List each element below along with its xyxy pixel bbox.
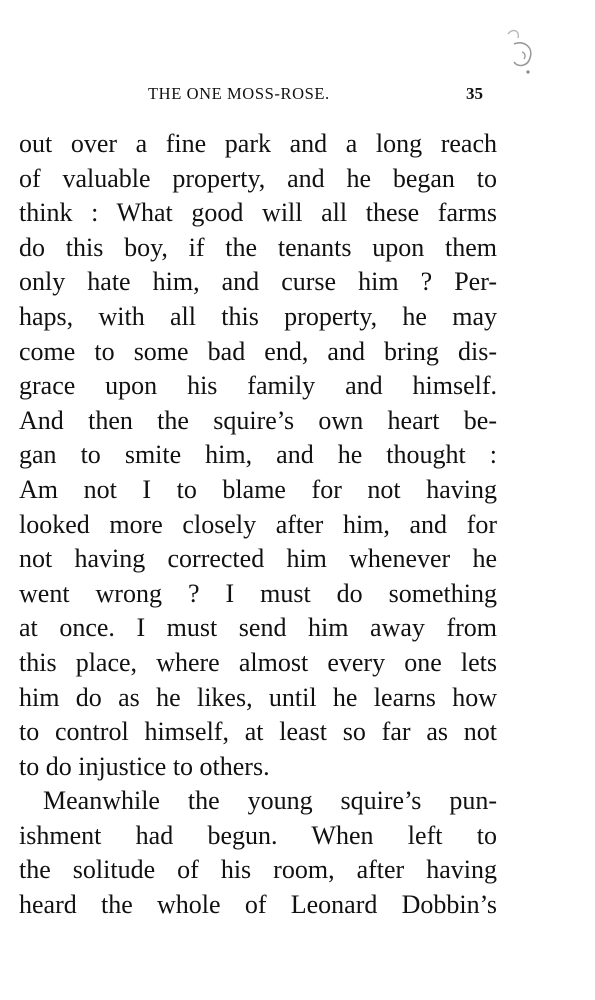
text-line: Am not I to blame for not having	[19, 474, 497, 504]
text-line: not having corrected him whenever he	[19, 544, 497, 574]
text-line: him do as he likes, until he learns how	[19, 682, 497, 712]
text-line: gan to smite him, and he thought :	[19, 440, 497, 470]
running-head	[0, 84, 595, 106]
paragraph-last-line: to do injustice to others.	[19, 751, 270, 781]
text-line: this place, where almost every one lets	[19, 647, 497, 677]
text-line: at once. I must send him away from	[19, 613, 497, 643]
text-line: of valuable property, and he began to	[19, 163, 497, 193]
text-line: only hate him, and curse him ? Per-	[19, 267, 497, 297]
text-line: do this boy, if the tenants upon them	[19, 232, 497, 262]
text-line: looked more closely after him, and for	[19, 509, 497, 539]
text-line: the solitude of his room, after having	[19, 855, 497, 885]
page-number: 35	[466, 84, 483, 103]
running-title: THE ONE MOSS-ROSE.	[148, 84, 330, 103]
text-line: And then the squire’s own heart be-	[19, 405, 497, 435]
paragraph-first-line: Meanwhile the young squire’s pun-	[43, 786, 497, 816]
text-line: grace upon his family and himself.	[19, 371, 497, 401]
text-line: to control himself, at least so far as not	[19, 717, 497, 747]
body-text	[19, 127, 497, 923]
text-line: went wrong ? I must do something	[19, 578, 497, 608]
text-line: come to some bad end, and bring dis-	[19, 336, 497, 366]
text-line: out over a fine park and a long reach	[19, 129, 497, 158]
text-line: ishment had begun. When left to	[19, 820, 497, 850]
text-line: haps, with all this property, he may	[19, 301, 497, 331]
text-line: heard the whole of Leonard Dobbin’s	[19, 890, 497, 920]
pencil-mark-icon	[500, 22, 540, 77]
text-line: think : What good will all these farms	[19, 198, 497, 228]
